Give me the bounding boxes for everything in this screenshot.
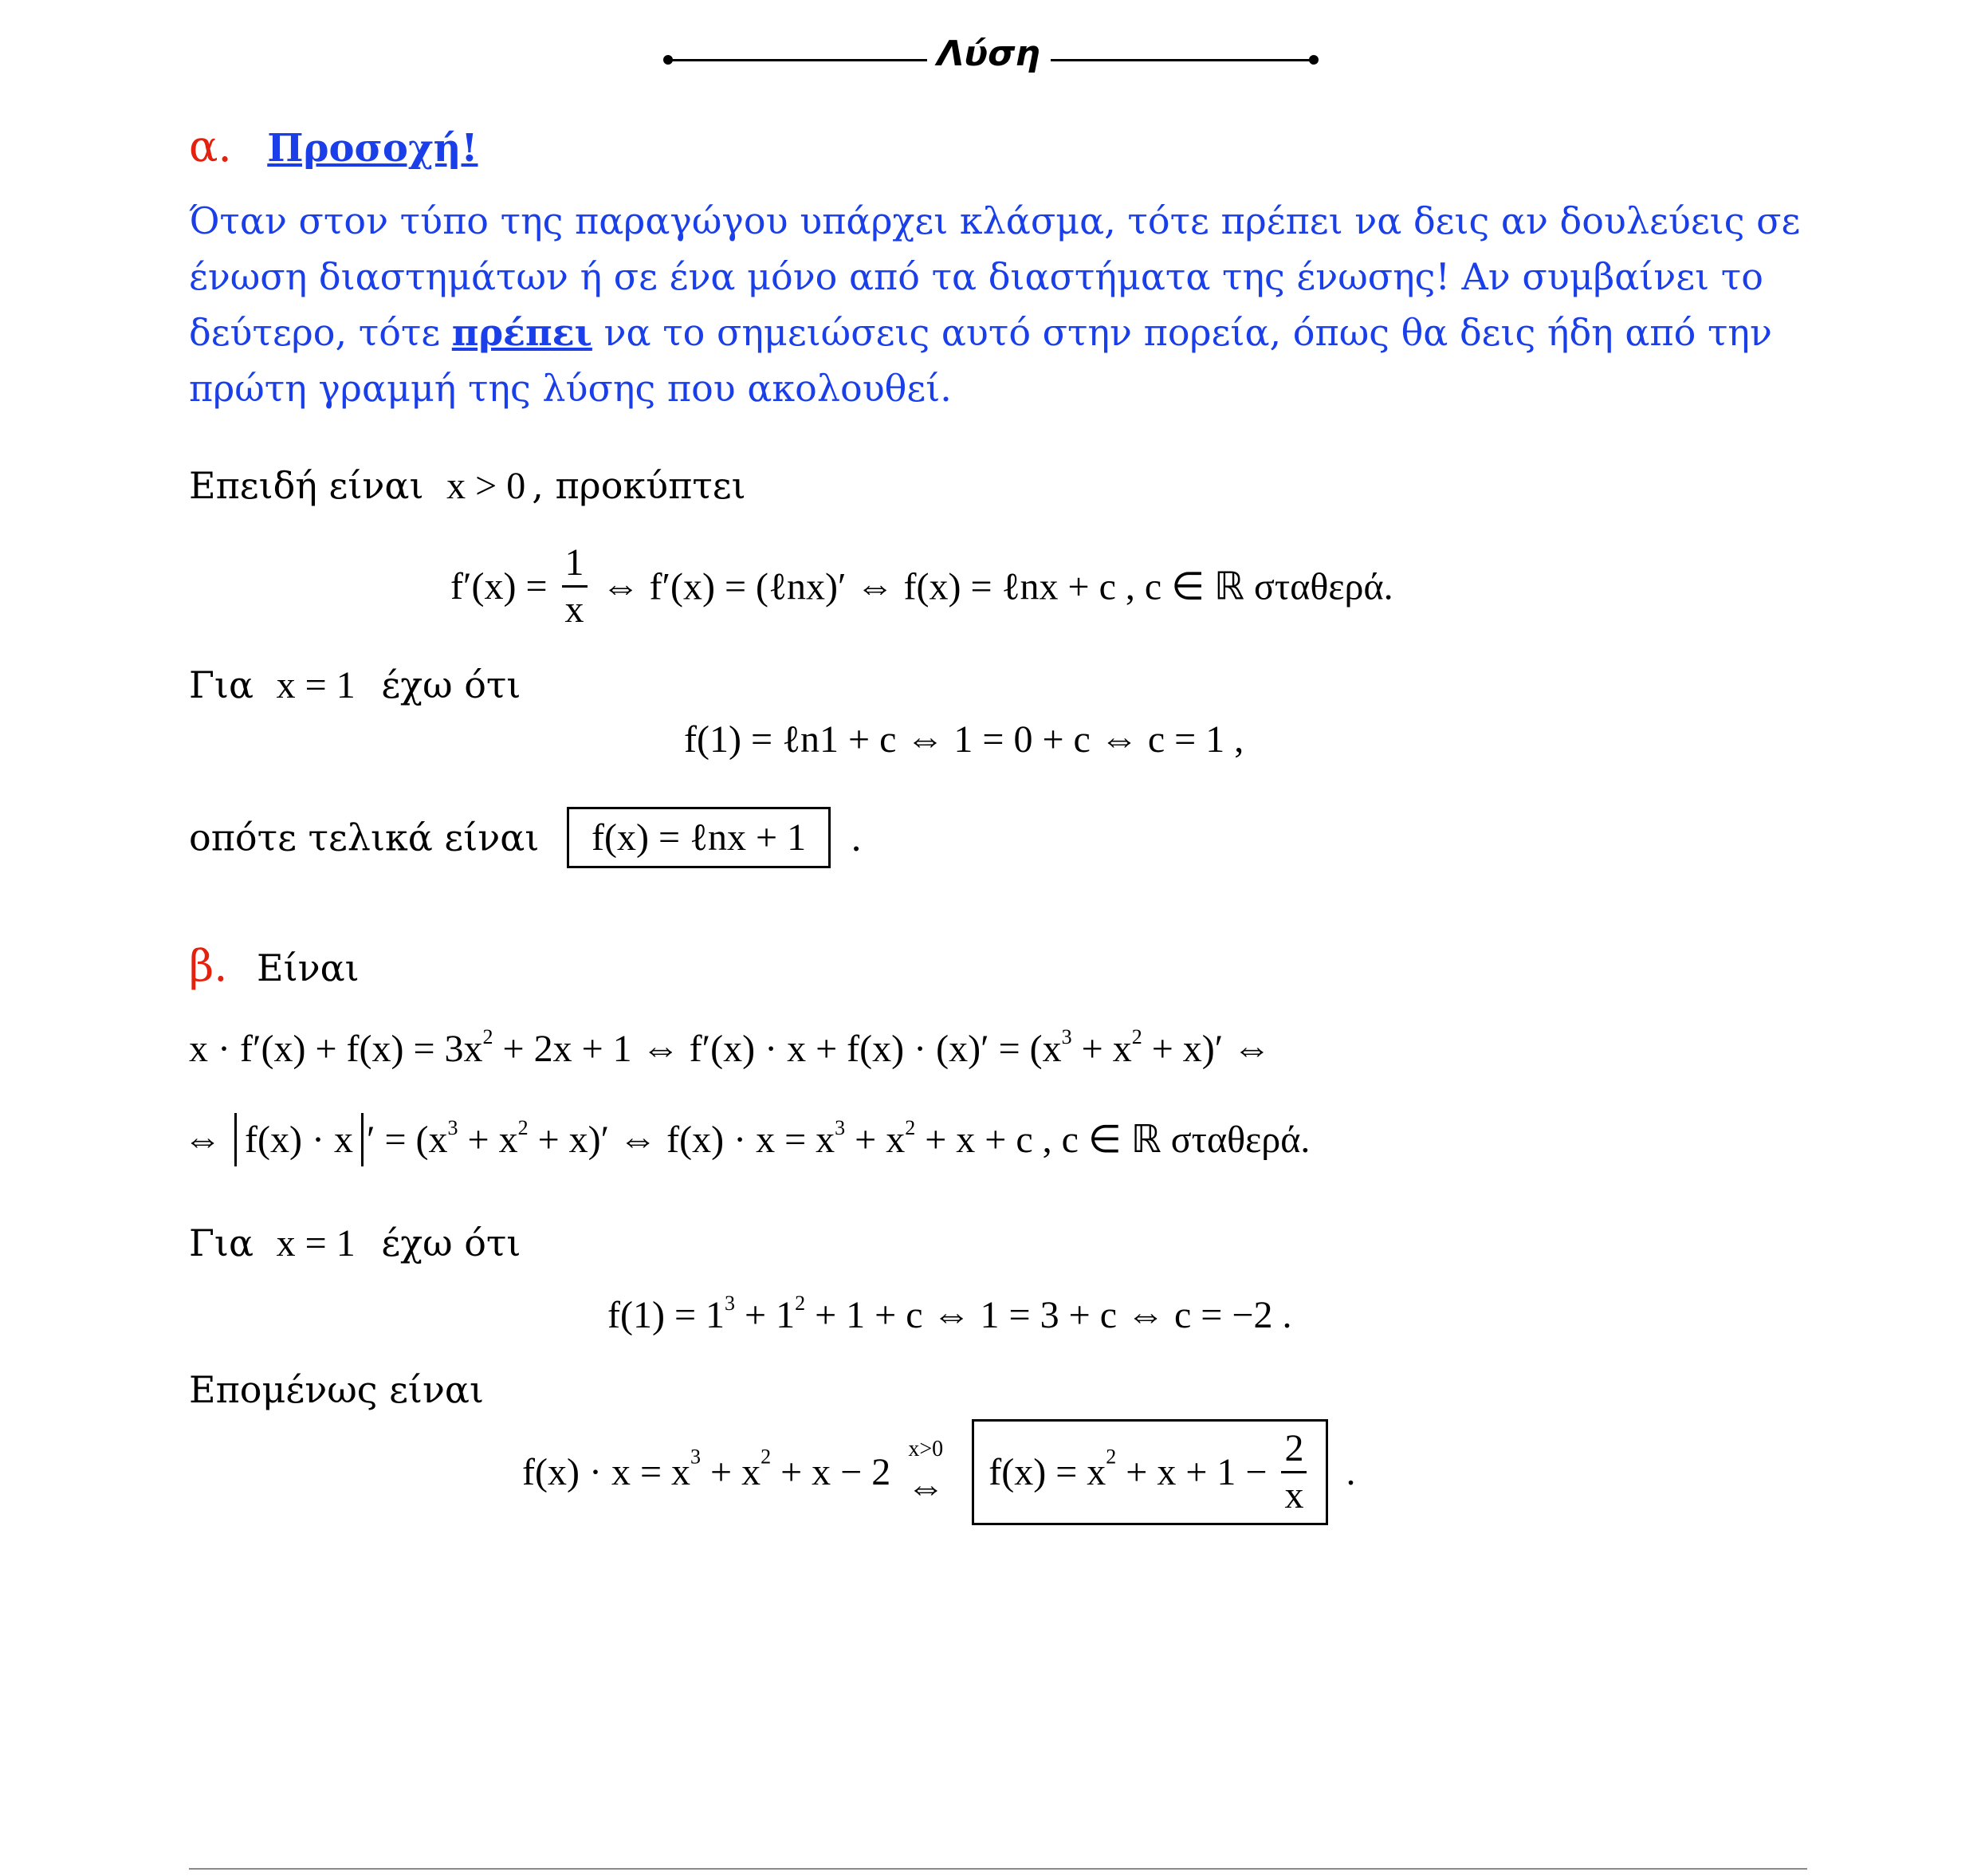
warning-note-emphasis: πρέπει xyxy=(451,311,592,354)
part-b-label: β. xyxy=(189,941,228,991)
warning-note xyxy=(189,193,1807,416)
eq-b1-exp3: 2 xyxy=(1131,1025,1142,1048)
header-left-rule xyxy=(668,59,927,61)
section-title: Λύση xyxy=(937,33,1040,74)
eq-b4-denominator: x xyxy=(1284,1474,1304,1516)
eq-b1-exp2: 3 xyxy=(1061,1025,1072,1048)
final-answer-box-b xyxy=(972,1419,1328,1525)
eq-b4-exp1: 3 xyxy=(690,1445,702,1469)
eq-b4-fraction xyxy=(1281,1426,1307,1518)
eq-a1-rest: ⇔ f′(x) = (ℓnx)′ ⇔ f(x) = ℓnx + c , c ∈ ℝ σταθερά. xyxy=(601,565,1393,608)
eq-b2-f: + x + c , c ∈ ℝ σταθερά. xyxy=(915,1119,1311,1161)
eq-b2-b: ′ = (x xyxy=(366,1119,448,1161)
eq-b3-b: + 1 xyxy=(735,1294,796,1336)
equation-b3 xyxy=(607,1293,1291,1337)
for-text-a: Για xyxy=(189,663,254,706)
for-cond-b: x = 1 xyxy=(276,1222,356,1264)
eq-b2-a: ⇔ xyxy=(183,1119,222,1161)
eq-b2-bracket: f(x) · x xyxy=(234,1113,364,1166)
eq-b4-numerator: 2 xyxy=(1281,1426,1307,1473)
footer-rule xyxy=(189,1868,1807,1870)
eq-b4-box-a: f(x) = x xyxy=(988,1451,1106,1493)
for-text-b: Για xyxy=(189,1221,254,1264)
since-condition: x > 0 xyxy=(446,465,526,507)
for-have-b: έχω ότι xyxy=(381,1221,521,1264)
final-line-a xyxy=(189,807,862,868)
part-a-label: α. xyxy=(189,121,232,171)
part-a-heading xyxy=(189,121,478,171)
warning-note-text-2: να το σημειώσεις αυτό στην πορεία, όπως θα δεις ήδη από την πρώτη γραμμή της λύσης που ακολουθεί. xyxy=(189,311,1772,410)
header-right-dot xyxy=(1309,55,1319,65)
part-b-intro: Είναι xyxy=(257,946,360,989)
final-dot-a: . xyxy=(850,816,863,859)
warning-title: Προσοχή! xyxy=(267,126,478,171)
equation-a2: f(1) = ℓn1 + c ⇔ 1 = 0 + c ⇔ c = 1 , xyxy=(684,718,1244,761)
header-right-rule xyxy=(1051,59,1314,61)
since-line xyxy=(189,464,746,508)
for-line-a xyxy=(189,663,521,707)
final-answer-box-a: f(x) = ℓnx + 1 xyxy=(567,807,831,868)
eq-b4-arrow: ⇔ xyxy=(906,1465,945,1508)
eq-b2-exp2: 2 xyxy=(517,1116,529,1139)
equation-b4 xyxy=(522,1419,1355,1525)
eq-b2-d: + x)′ ⇔ f(x) · x = x xyxy=(528,1119,835,1161)
equation-b2 xyxy=(183,1113,1310,1166)
for-have-a: έχω ότι xyxy=(381,663,521,706)
eq-b2-exp1: 3 xyxy=(447,1116,458,1139)
eq-a1-denominator: x xyxy=(564,588,584,631)
eq-b1-c: + x xyxy=(1071,1028,1132,1070)
eq-b3-exp2: 2 xyxy=(795,1292,806,1315)
eq-b4-c: + x − 2 xyxy=(771,1451,891,1493)
eq-b4-conditional-arrow xyxy=(906,1438,945,1507)
eq-a1-lhs: f′(x) = xyxy=(450,565,548,608)
therefore-line: Επομένως είναι xyxy=(189,1368,485,1411)
eq-b1-d: + x)′ ⇔ xyxy=(1142,1028,1271,1070)
eq-b2-exp3: 3 xyxy=(835,1116,846,1139)
equation-a1 xyxy=(450,541,1393,632)
eq-b4-a: f(x) · x = x xyxy=(522,1451,691,1493)
eq-b1-b: + 2x + 1 ⇔ f′(x) · x + f(x) · (x)′ = (x xyxy=(493,1028,1062,1070)
since-result: , προκύπτει xyxy=(532,464,746,507)
eq-a1-fraction xyxy=(562,541,588,632)
since-text: Επειδή είναι xyxy=(189,464,424,507)
eq-b1-a: x · f′(x) + f(x) = 3x xyxy=(189,1028,483,1070)
eq-b3-exp1: 3 xyxy=(725,1292,736,1315)
part-b-heading xyxy=(189,941,360,991)
eq-b4-b: + x xyxy=(701,1451,761,1493)
eq-a1-numerator: 1 xyxy=(562,541,588,588)
eq-b4-dot: . xyxy=(1346,1451,1356,1493)
eq-b4-box-exp: 2 xyxy=(1106,1445,1117,1469)
eq-b3-a: f(1) = 1 xyxy=(607,1294,725,1336)
eq-b2-exp4: 2 xyxy=(905,1116,916,1139)
eq-b2-c: + x xyxy=(458,1119,518,1161)
warning-note-text-1: Όταν στον τύπο της παραγώγου υπάρχει κλάσμα, τότε πρέπει να δεις αν δουλεύεις σε ένωση διαστημάτων ή σε ένα μόνο από τα διαστήματα της ένωσης! Αν συμβαίνει το δεύτερο, τότε xyxy=(189,199,1801,354)
eq-b4-box-b: + x + 1 − xyxy=(1116,1451,1268,1493)
final-text-a: οπότε τελικά είναι xyxy=(189,816,540,859)
eq-b4-exp2: 2 xyxy=(761,1445,772,1469)
eq-b2-e: + x xyxy=(845,1119,906,1161)
eq-b1-exp1: 2 xyxy=(482,1025,493,1048)
for-cond-a: x = 1 xyxy=(276,664,356,706)
eq-b4-condition: x>0 xyxy=(908,1436,944,1461)
eq-b3-c: + 1 + c ⇔ 1 = 3 + c ⇔ c = −2 . xyxy=(805,1294,1292,1336)
equation-b1 xyxy=(189,1027,1271,1071)
for-line-b xyxy=(189,1221,521,1265)
